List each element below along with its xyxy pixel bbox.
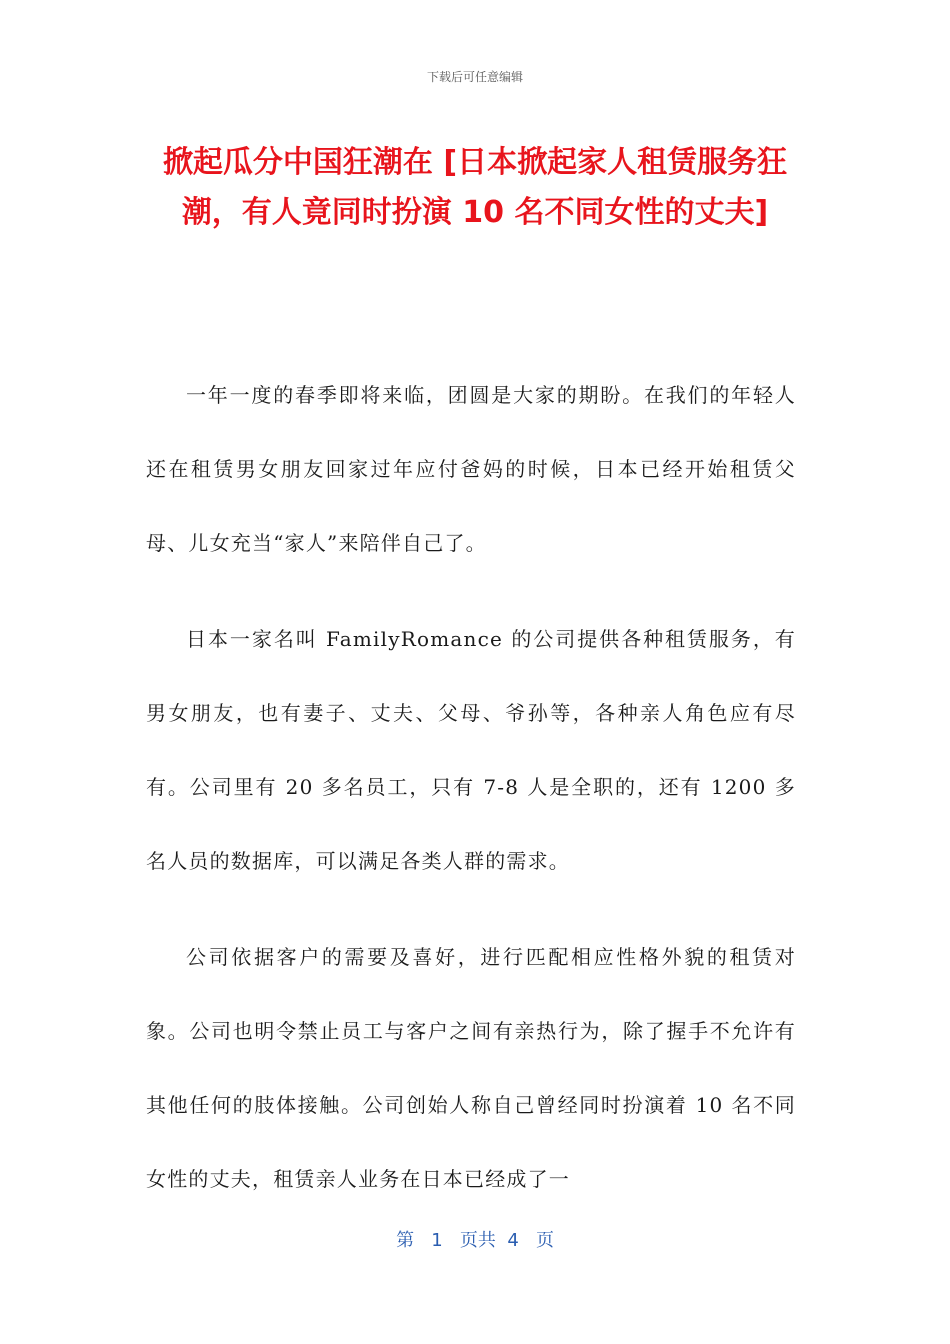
footer-page-suffix: 页 (535, 1230, 554, 1251)
footer-page-label: 第 (396, 1230, 415, 1251)
document-body (146, 358, 796, 1238)
footer-page-number: 1 (431, 1230, 443, 1251)
header-note: 下载后可任意编辑 (426, 70, 523, 84)
document-title: 掀起瓜分中国狂潮在 [日本掀起家人租赁服务狂潮，有人竟同时扮演 10 名不同女性的丈夫] (162, 145, 788, 230)
paragraph-2: 日本一家名叫 FamilyRomance 的公司提供各种租赁服务，有男女朋友，也有妻子、丈夫、父母、爷孙等，各种亲人角色应有尽有。公司里有 20 多名员工，只有 7-8 人是全职的，还有 1200 多名人员的数据库，可以满足各类人群的需求。 (146, 627, 796, 873)
paragraph-1: 一年一度的春季即将来临，团圆是大家的期盼。在我们的年轻人还在租赁男女朋友回家过年应付爸妈的时候，日本已经开始租赁父母、儿女充当“家人”来陪伴自己了。 (146, 383, 796, 555)
footer-total-pages: 4 (507, 1230, 519, 1251)
page-footer (0, 1226, 950, 1252)
footer-total-label: 页共 (459, 1230, 496, 1251)
paragraph-3: 公司依据客户的需要及喜好，进行匹配相应性格外貌的租赁对象。公司也明令禁止员工与客户之间有亲热行为，除了握手不允许有其他任何的肢体接触。公司创始人称自己曾经同时扮演着 10 名不同女性的丈夫，租赁亲人业务在日本已经成了一 (146, 945, 796, 1191)
